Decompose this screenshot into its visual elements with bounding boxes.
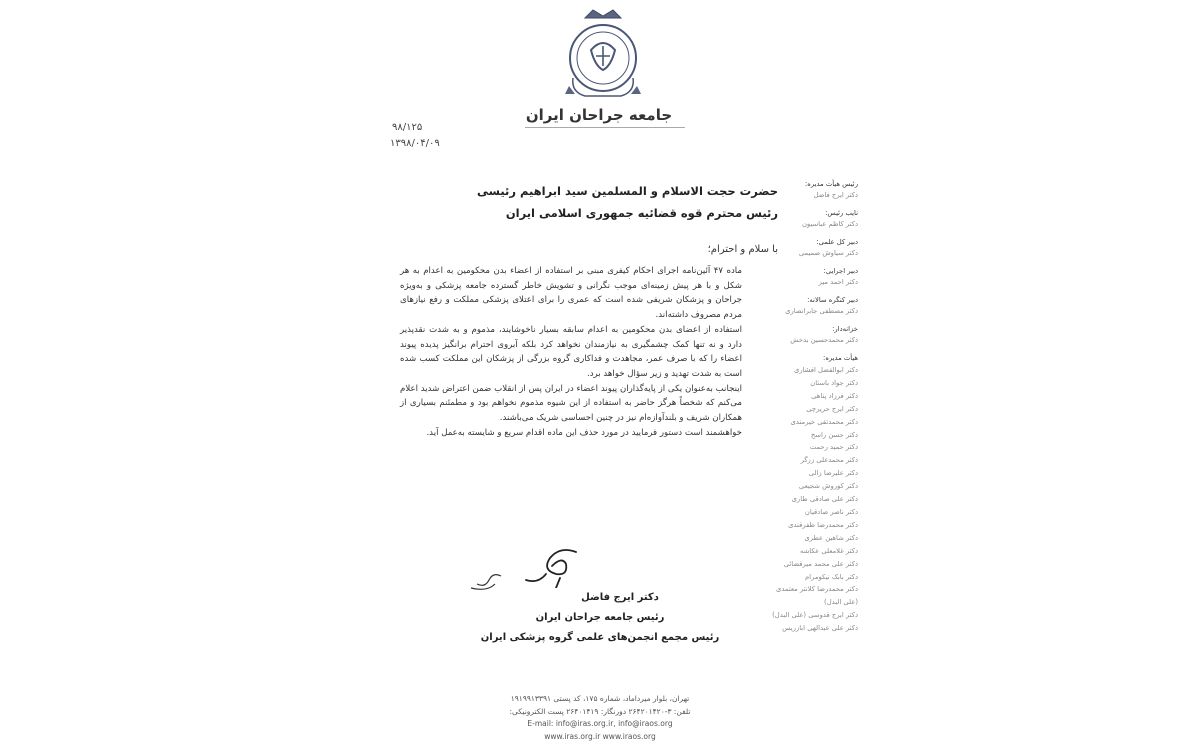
letterhead-footer: [450, 693, 750, 743]
footer-email: E-mail: info@iras.org.ir, info@iraos.org: [527, 719, 673, 728]
signer-name: دکتر ایرج فاضل: [581, 592, 659, 603]
body-paragraph: ماده ۴۷ آئین‌نامه اجرای احکام کیفری مبنی بر استفاده از اعضاء بدن محکومین به اعدام به هر شکل و با هر پیش زمینه‌ای موجب نگرانی و تشویش خاطر گسترده جامعه پزشکی و به‌ویژه جراحان و پزشکان شریفی شده است که عمری را برای اعتلای پزشکی مملکت و رفع نیازهای مردم مصروف داشته‌اند.: [400, 266, 742, 321]
board-member: دکتر علیرضا زالی: [808, 469, 858, 478]
recipient-title: رئیس محترم قوه قضائیه جمهوری اسلامی ایران: [505, 206, 778, 220]
society-seal-emblem: [563, 6, 643, 100]
board-member: دکتر حمید رحمت: [809, 443, 858, 452]
board-member: دکتر غلامعلی عکاشه: [799, 546, 858, 555]
board-sidebar: [762, 179, 858, 635]
board-role: دبیر کنگره سالانه:: [807, 296, 858, 304]
greeting: با سلام و احترام؛: [707, 244, 778, 255]
letter-number: ۹۸/۱۲۵: [392, 122, 423, 133]
board-role: دبیر اجرایی:: [823, 267, 858, 275]
board-member: دکتر محمدرضا کلانتر معتمدی (علی البدل): [776, 585, 858, 607]
footer-phones: تلفن: ۳-۲۶۴۲۰۱۴۲۰ دورنگار: ۲۶۴۰۱۴۱۹ پست الکترونیکی:: [509, 706, 691, 716]
title-underline: [525, 127, 685, 128]
board-member: دکتر محمدعلی زرگر: [800, 456, 858, 465]
board-member: دکتر محمدرضا ظفرقندی: [788, 520, 858, 529]
board-member: دکتر محمدتقی خیرمندی: [790, 417, 858, 426]
board-role-holder: دکتر احمد میر: [818, 278, 858, 286]
signer-title-1: رئیس جامعه جراحان ایران: [535, 612, 665, 623]
board-role: دبیر کل علمی:: [816, 238, 858, 246]
footer-website: www.iras.org.ir www.iraos.org: [544, 731, 656, 741]
board-member: دکتر کوروش شجیعی: [798, 482, 858, 491]
board-member: دکتر شاهین عطری: [804, 533, 858, 542]
board-role-holder: دکتر کاظم عباسیون: [801, 220, 858, 228]
body-paragraph: اینجانب به‌عنوان یکی از پایه‌گذاران پیوند اعضاء در ایران پس از انقلاب ضمن اعتراض شدید اعلام می‌کنم که شخصاً هرگز حاضر به استفاده از این شیوه مذموم نخواهم بود و مطمئنم بسیاری از همکاران شریف و بلندآوازه‌ام نیز در چنین احساسی شریک می‌باشند.: [400, 383, 742, 424]
board-member: دکتر حسن راسخ: [810, 430, 858, 439]
footer-address: تهران، بلوار میرداماد، شماره ۱۷۵، کد پستی ۱۹۱۹۹۱۳۳۹۱: [510, 694, 690, 703]
board-member: دکتر ناصر صادقیان: [804, 507, 858, 516]
body-paragraph: استفاده از اعضای بدن محکومین به اعدام سابقه بسیار ناخوشایند، مذموم و به شدت نقدپذیر دارد و نه تنها کمک چشمگیری به نیازمندان نخواهد کرد بلکه آبروی احترام برانگیز پدیده پیوند اعضاء را که با صرف عمر، مجاهدت و فداکاری گروه بزرگی از پزشکان این مملکت کسب شده است به شدت تهدید و زیر سؤال خواهد برد.: [400, 324, 742, 379]
board-member: دکتر فرزاد پناهی: [811, 391, 858, 400]
board-member: دکتر علی عبدالهی ابازریس: [782, 624, 858, 633]
body-paragraph: خواهشمند است دستور فرمایید در مورد حذف این ماده اقدام سریع و شایسته به‌عمل آید.: [426, 427, 742, 438]
board-member: دکتر جواد باستان: [810, 378, 858, 387]
letter-page: [330, 0, 868, 749]
recipient-name: حضرت حجت الاسلام و المسلمین سید ابراهیم رئیسی: [476, 184, 778, 198]
signer-title-2: رئیس مجمع انجمن‌های علمی گروه پزشکی ایران: [480, 632, 720, 643]
board-member: دکتر ایرج حریرچی: [806, 404, 858, 413]
organization-title: جامعه جراحان ایران: [525, 106, 673, 124]
signature-graphic: [516, 544, 588, 588]
board-member: دکتر ابوالفضل افشاری: [794, 366, 858, 374]
board-role: خزانه‌دار:: [832, 325, 858, 333]
board-role-holder: دکتر سیاوش صمیمی: [798, 249, 858, 257]
board-member: دکتر علی صادقی طاری: [791, 495, 858, 504]
letter-date: ۱۳۹۸/۰۴/۰۹: [390, 138, 440, 149]
board-role-holder: دکتر مصطفی جابرانصاری: [785, 307, 858, 315]
board-member: دکتر ایرج قدوسی (علی البدل): [772, 611, 858, 620]
board-role: رئیس هیأت مدیره:: [804, 180, 858, 188]
board-member: دکتر بابک نیکومرام: [804, 572, 858, 581]
board-role-holder: دکتر محمدحسین بدخش: [790, 336, 858, 344]
board-role: نایب رئیس:: [825, 209, 858, 217]
board-member: دکتر علی محمد میرقضائی: [783, 559, 858, 568]
board-members-label: هیأت مدیره:: [823, 354, 858, 362]
signer-block: [450, 588, 750, 648]
board-role-holder: دکتر ایرج فاضل: [813, 191, 858, 199]
recipient-block: [418, 180, 778, 224]
letter-body: [400, 264, 742, 440]
